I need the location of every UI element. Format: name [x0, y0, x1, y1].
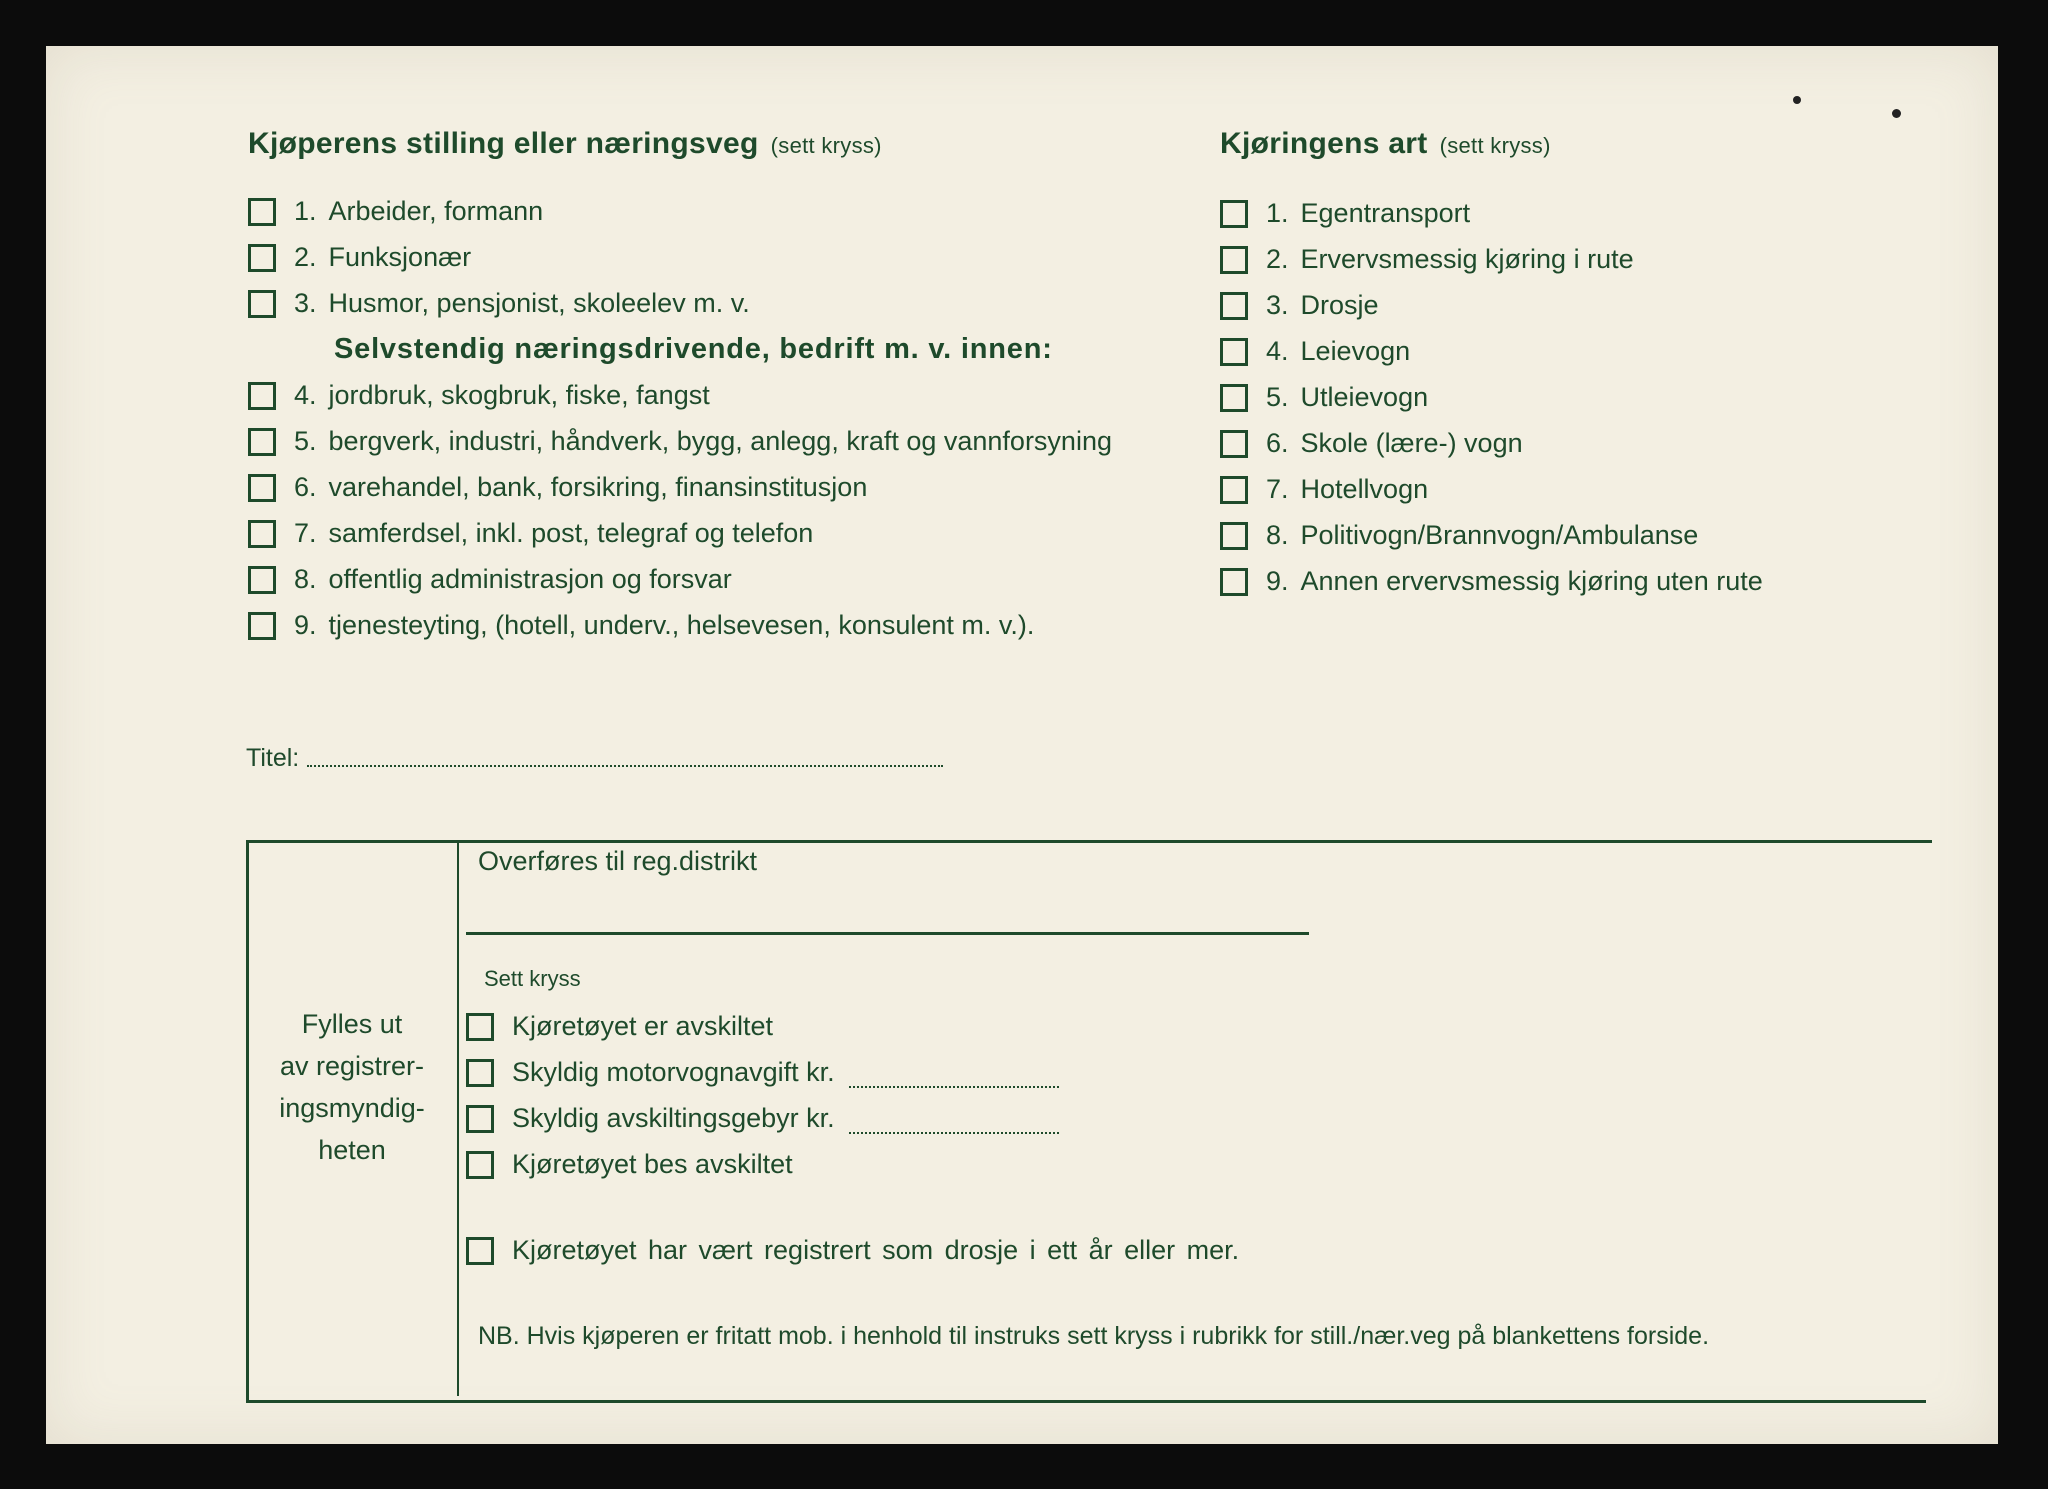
checkbox[interactable]	[248, 428, 276, 456]
check-label: Kjøretøyet er avskiltet	[512, 1011, 774, 1041]
option-number: 5.	[1266, 382, 1289, 412]
option-label: Drosje	[1300, 290, 1379, 320]
option-number: 4.	[294, 380, 317, 410]
box-divider-rule	[457, 840, 459, 1396]
checkbox[interactable]	[466, 1151, 494, 1179]
occupation-option-3[interactable]	[248, 288, 750, 319]
checkbox[interactable]	[248, 382, 276, 410]
checkbox[interactable]	[466, 1105, 494, 1133]
checkbox[interactable]	[466, 1013, 494, 1041]
option-number: 3.	[294, 288, 317, 318]
request-deregistration-check[interactable]	[466, 1149, 793, 1180]
check-label: Skyldig motorvognavgift kr.	[512, 1057, 835, 1087]
option-label: Annen ervervsmessig kjøring uten rute	[1300, 566, 1763, 596]
caption-line: av registrer-	[279, 1051, 425, 1081]
box-top-rule	[246, 840, 1932, 843]
option-number: 7.	[1266, 474, 1289, 504]
caption-line: heten	[318, 1135, 386, 1165]
checkbox[interactable]	[1220, 292, 1248, 320]
check-label: Kjøretøyet bes avskiltet	[512, 1149, 793, 1179]
option-label: tjenesteyting, (hotell, underv., helsevesen, konsulent m. v.).	[328, 610, 1035, 640]
checkbox[interactable]	[1220, 384, 1248, 412]
ink-speck	[1892, 109, 1901, 118]
option-label: Arbeider, formann	[328, 196, 544, 226]
checkbox[interactable]	[248, 290, 276, 318]
checkbox[interactable]	[1220, 200, 1248, 228]
heading-text: Kjøperens stilling eller næringsveg	[248, 127, 759, 160]
checkbox[interactable]	[1220, 476, 1248, 504]
option-number: 8.	[294, 564, 317, 594]
option-label: bergverk, industri, håndverk, bygg, anlegg, kraft og vannforsyning	[328, 426, 1112, 456]
self-employed-subheading: Selvstendig næringsdrivende, bedrift m. v. innen:	[334, 333, 1053, 365]
option-label: samferdsel, inkl. post, telegraf og telefon	[328, 518, 814, 548]
occupation-option-4[interactable]	[248, 380, 710, 411]
checkbox[interactable]	[1220, 568, 1248, 596]
driving-option-4[interactable]	[1220, 336, 1410, 367]
driving-option-6[interactable]	[1220, 428, 1523, 459]
option-label: jordbruk, skogbruk, fiske, fangst	[328, 380, 710, 410]
driving-option-1[interactable]	[1220, 198, 1470, 229]
option-label: Politivogn/Brannvogn/Ambulanse	[1300, 520, 1699, 550]
driving-option-8[interactable]	[1220, 520, 1698, 551]
option-label: varehandel, bank, forsikring, finansinstitusjon	[328, 472, 868, 502]
check-label: Skyldig avskiltingsgebyr kr.	[512, 1103, 835, 1133]
occupation-option-2[interactable]	[248, 242, 471, 273]
heading-note: (sett kryss)	[770, 133, 882, 158]
checkbox[interactable]	[248, 612, 276, 640]
option-number: 9.	[1266, 566, 1289, 596]
occupation-option-7[interactable]	[248, 518, 813, 549]
caption-line: Fylles ut	[301, 1009, 403, 1039]
amount-dotted-line[interactable]	[849, 1132, 1059, 1134]
checkbox[interactable]	[248, 198, 276, 226]
option-number: 1.	[1266, 198, 1289, 228]
nb-note: NB. Hvis kjøperen er fritatt mob. i henhold til instruks sett kryss i rubrikk for still./nær.veg på blankettens forside.	[478, 1322, 1710, 1350]
driving-option-5[interactable]	[1220, 382, 1428, 413]
heading-note: (sett kryss)	[1439, 133, 1551, 158]
occupation-option-6[interactable]	[248, 472, 867, 503]
title-label: Titel:	[246, 744, 300, 772]
option-label: Leievogn	[1300, 336, 1411, 366]
caption-line: ingsmyndig-	[279, 1093, 425, 1123]
box-bottom-rule	[246, 1400, 1926, 1403]
option-label: Utleievogn	[1300, 382, 1429, 412]
option-number: 3.	[1266, 290, 1289, 320]
taxi-one-year-check[interactable]	[466, 1235, 1239, 1266]
occupation-option-8[interactable]	[248, 564, 732, 595]
title-dotted-line[interactable]	[307, 765, 943, 767]
option-number: 5.	[294, 426, 317, 456]
buyer-occupation-heading	[248, 127, 882, 161]
driving-option-3[interactable]	[1220, 290, 1379, 321]
option-label: Skole (lære-) vogn	[1300, 428, 1523, 458]
option-label: offentlig administrasjon og forsvar	[328, 564, 732, 594]
option-number: 2.	[1266, 244, 1289, 274]
option-number: 1.	[294, 196, 317, 226]
driving-option-9[interactable]	[1220, 566, 1763, 597]
occupation-option-9[interactable]	[248, 610, 1034, 641]
checkbox[interactable]	[1220, 246, 1248, 274]
title-field[interactable]	[246, 744, 943, 773]
deregistered-check[interactable]	[466, 1011, 773, 1042]
driving-option-7[interactable]	[1220, 474, 1428, 505]
vehicle-tax-owed-check[interactable]	[466, 1057, 1059, 1088]
driving-option-2[interactable]	[1220, 244, 1634, 275]
checkbox[interactable]	[248, 566, 276, 594]
option-number: 2.	[294, 242, 317, 272]
deregistration-fee-owed-check[interactable]	[466, 1103, 1059, 1134]
amount-dotted-line[interactable]	[849, 1086, 1059, 1088]
option-number: 8.	[1266, 520, 1289, 550]
option-label: Ervervsmessig kjøring i rute	[1300, 244, 1634, 274]
option-number: 6.	[294, 472, 317, 502]
check-label: Kjøretøyet har vært registrert som drosje i ett år eller mer.	[512, 1235, 1240, 1265]
option-number: 6.	[1266, 428, 1289, 458]
option-number: 4.	[1266, 336, 1289, 366]
checkbox[interactable]	[1220, 338, 1248, 366]
checkbox[interactable]	[466, 1059, 494, 1087]
heading-text: Kjøringens art	[1220, 127, 1428, 160]
transfer-underline	[466, 932, 1309, 935]
option-label: Egentransport	[1300, 198, 1471, 228]
checkbox[interactable]	[466, 1237, 494, 1265]
checkbox[interactable]	[248, 244, 276, 272]
occupation-option-5[interactable]	[248, 426, 1112, 457]
box-left-rule	[246, 840, 249, 1402]
registration-authority-caption	[252, 1003, 452, 1171]
option-label: Funksjonær	[328, 242, 472, 272]
ink-speck	[1793, 96, 1801, 104]
option-number: 9.	[294, 610, 317, 640]
checkbox[interactable]	[1220, 430, 1248, 458]
option-label: Hotellvogn	[1300, 474, 1429, 504]
sett-kryss-label: Sett kryss	[484, 966, 581, 991]
checkbox[interactable]	[248, 474, 276, 502]
occupation-option-1[interactable]	[248, 196, 543, 227]
checkbox[interactable]	[248, 520, 276, 548]
option-label: Husmor, pensjonist, skoleelev m. v.	[328, 288, 750, 318]
transfer-district-label: Overføres til reg.distrikt	[478, 846, 758, 876]
option-number: 7.	[294, 518, 317, 548]
checkbox[interactable]	[1220, 522, 1248, 550]
driving-type-heading	[1220, 127, 1551, 161]
